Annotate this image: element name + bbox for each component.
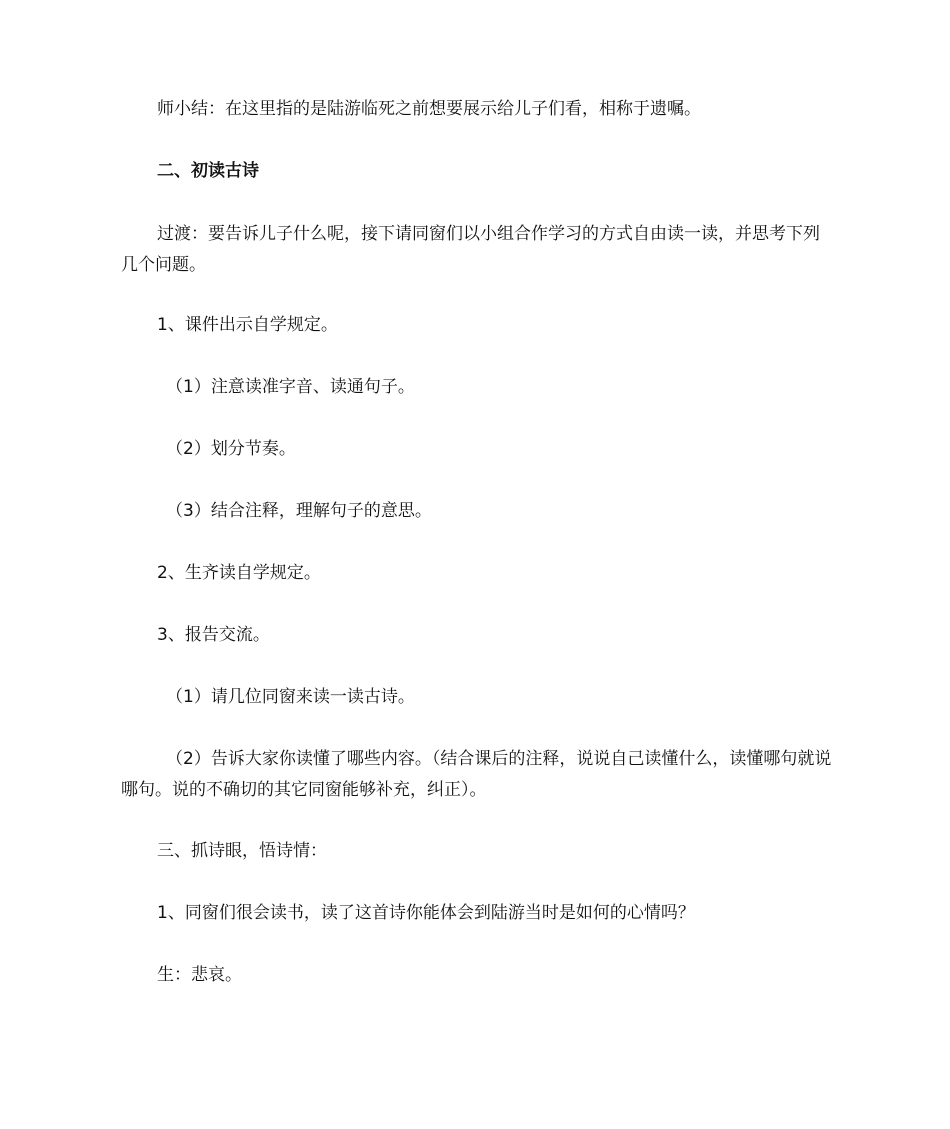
list-item: （1）请几位同窗来读一读古诗。 [166, 687, 415, 707]
list-item: 1、同窗们很会读书，读了这首诗你能体会到陆游当时是如何的心情吗？ [157, 903, 695, 923]
list-item: （2）划分节奏。 [166, 439, 296, 459]
list-item: （3）结合注释，理解句子的意思。 [166, 501, 432, 521]
list-item: 2、生齐读自学规定。 [157, 563, 321, 583]
list-item: （2）告诉大家你读懂了哪些内容。（结合课后的注释，说说自己读懂什么，读懂哪句就说哪句。说的不确切的其它同窗能够补充，纠正）。 [121, 749, 832, 800]
list-item: 1、课件出示自学规定。 [157, 315, 338, 335]
summary-paragraph: 师小结：在这里指的是陆游临死之前想要展示给儿子们看，相称于遗嘱。 [157, 99, 701, 119]
student-answer: 生：悲哀。 [157, 965, 242, 985]
section-heading-first-reading: 二、初读古诗 [157, 161, 259, 181]
transition-paragraph: 过渡：要告诉儿子什么呢，接下请同窗们以小组合作学习的方式自由读一读，并思考下列几个问题。 [121, 224, 820, 275]
list-item: （1）注意读准字音、读通句子。 [166, 377, 415, 397]
section-heading-poem-eye: 三、抓诗眼，悟诗情： [157, 841, 327, 861]
list-item: 3、报告交流。 [157, 625, 270, 645]
